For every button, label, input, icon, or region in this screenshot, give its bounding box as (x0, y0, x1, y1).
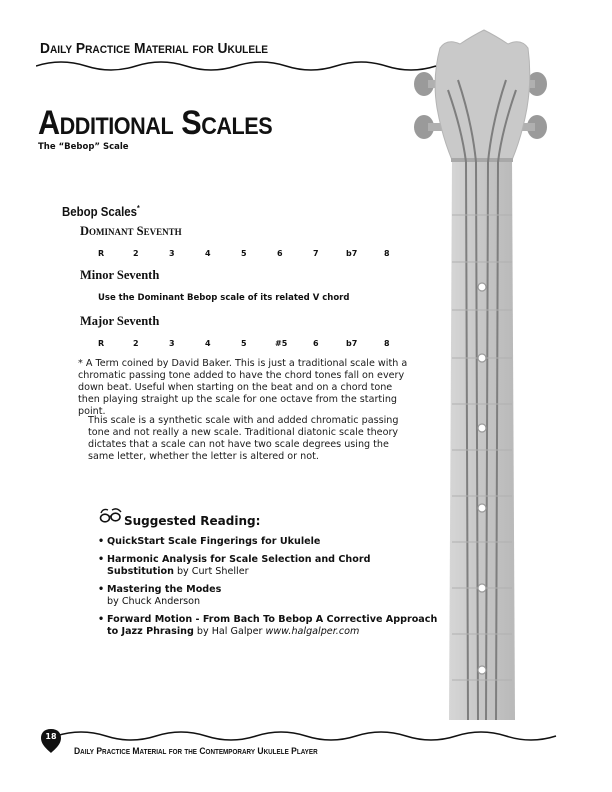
dominant-seventh-label: Dominant Seventh (80, 224, 182, 238)
reading-item-rest: by Chuck Anderson (107, 596, 201, 607)
bebop-heading-text: Bebop Scales (62, 204, 138, 219)
reading-item-title: Mastering the Modes (107, 584, 222, 595)
scale-degree: b7 (346, 339, 358, 348)
bebop-paragraph: This scale is a synthetic scale with and added chromatic passing tone and not really a new scale. Traditional diatonic scale theory dictates that a scale can not have two scale degrees using the same letter, whether the letter is altered or not. (88, 415, 399, 462)
scale-degree: 3 (169, 339, 175, 348)
scale-degree: 8 (384, 339, 390, 348)
page-subtitle: The “Bebop” Scale (38, 142, 129, 152)
reading-item (98, 536, 438, 548)
reading-item-rest: by Hal Galper (193, 626, 266, 637)
header-wavy-line (36, 58, 446, 74)
scale-degree: b7 (346, 249, 358, 258)
footer-text: Daily Practice Material for the Contemporary Ukulele Player (74, 746, 318, 757)
reading-item-title: QuickStart Scale Fingerings for Ukulele (107, 536, 321, 547)
reading-item (98, 584, 438, 608)
page-number: 18 (45, 732, 57, 741)
scale-degree: 8 (384, 249, 390, 258)
scale-degree: 5 (241, 249, 247, 258)
major-seventh-label: Major Seventh (80, 314, 160, 328)
reading-item (98, 554, 438, 578)
bebop-scales-heading (62, 204, 140, 219)
scale-degree: 4 (205, 249, 211, 258)
scale-degree: 7 (313, 249, 319, 258)
reading-item-title: Forward Motion - From Bach To Bebop A Corrective Approach to Jazz Phrasing (107, 614, 438, 637)
scale-degree: 4 (205, 339, 211, 348)
page-title: Additional Scales (38, 104, 273, 142)
scale-degree: #5 (275, 339, 288, 348)
footer-wavy-line (56, 728, 576, 744)
bebop-footnote: * A Term coined by David Baker. This is just a traditional scale with a chromatic passing tone added to have the chord tones fall on every down beat. Useful when starting on the beat and on a chord tone then playing straight up the scale for one octave from the starting point. (78, 358, 408, 417)
scale-degree: 6 (313, 339, 319, 348)
scale-degree: R (98, 249, 105, 258)
reading-item-rest: by Curt Sheller (173, 566, 249, 577)
reading-item-title: Harmonic Analysis for Scale Selection and Chord Substitution (107, 554, 371, 577)
scale-degree: 3 (169, 249, 175, 258)
scale-degree: 6 (277, 249, 283, 258)
scale-degree: 5 (241, 339, 247, 348)
reading-item (98, 614, 438, 638)
minor-seventh-label: Minor Seventh (80, 268, 160, 282)
scale-degree: R (98, 339, 105, 348)
bebop-heading-mark: * (137, 204, 140, 213)
ukulele-neck (449, 158, 515, 720)
scale-degree: 2 (133, 249, 139, 258)
suggested-reading-heading: Suggested Reading: (124, 514, 261, 528)
suggested-reading-list (98, 536, 438, 644)
reading-item-link[interactable]: www.halgalper.com (265, 626, 360, 637)
glasses-icon (99, 507, 123, 523)
header-title: Daily Practice Material for Ukulele (40, 40, 269, 57)
minor-seventh-instruction: Use the Dominant Bebop scale of its related V chord (98, 293, 350, 303)
scale-degree: 2 (133, 339, 139, 348)
